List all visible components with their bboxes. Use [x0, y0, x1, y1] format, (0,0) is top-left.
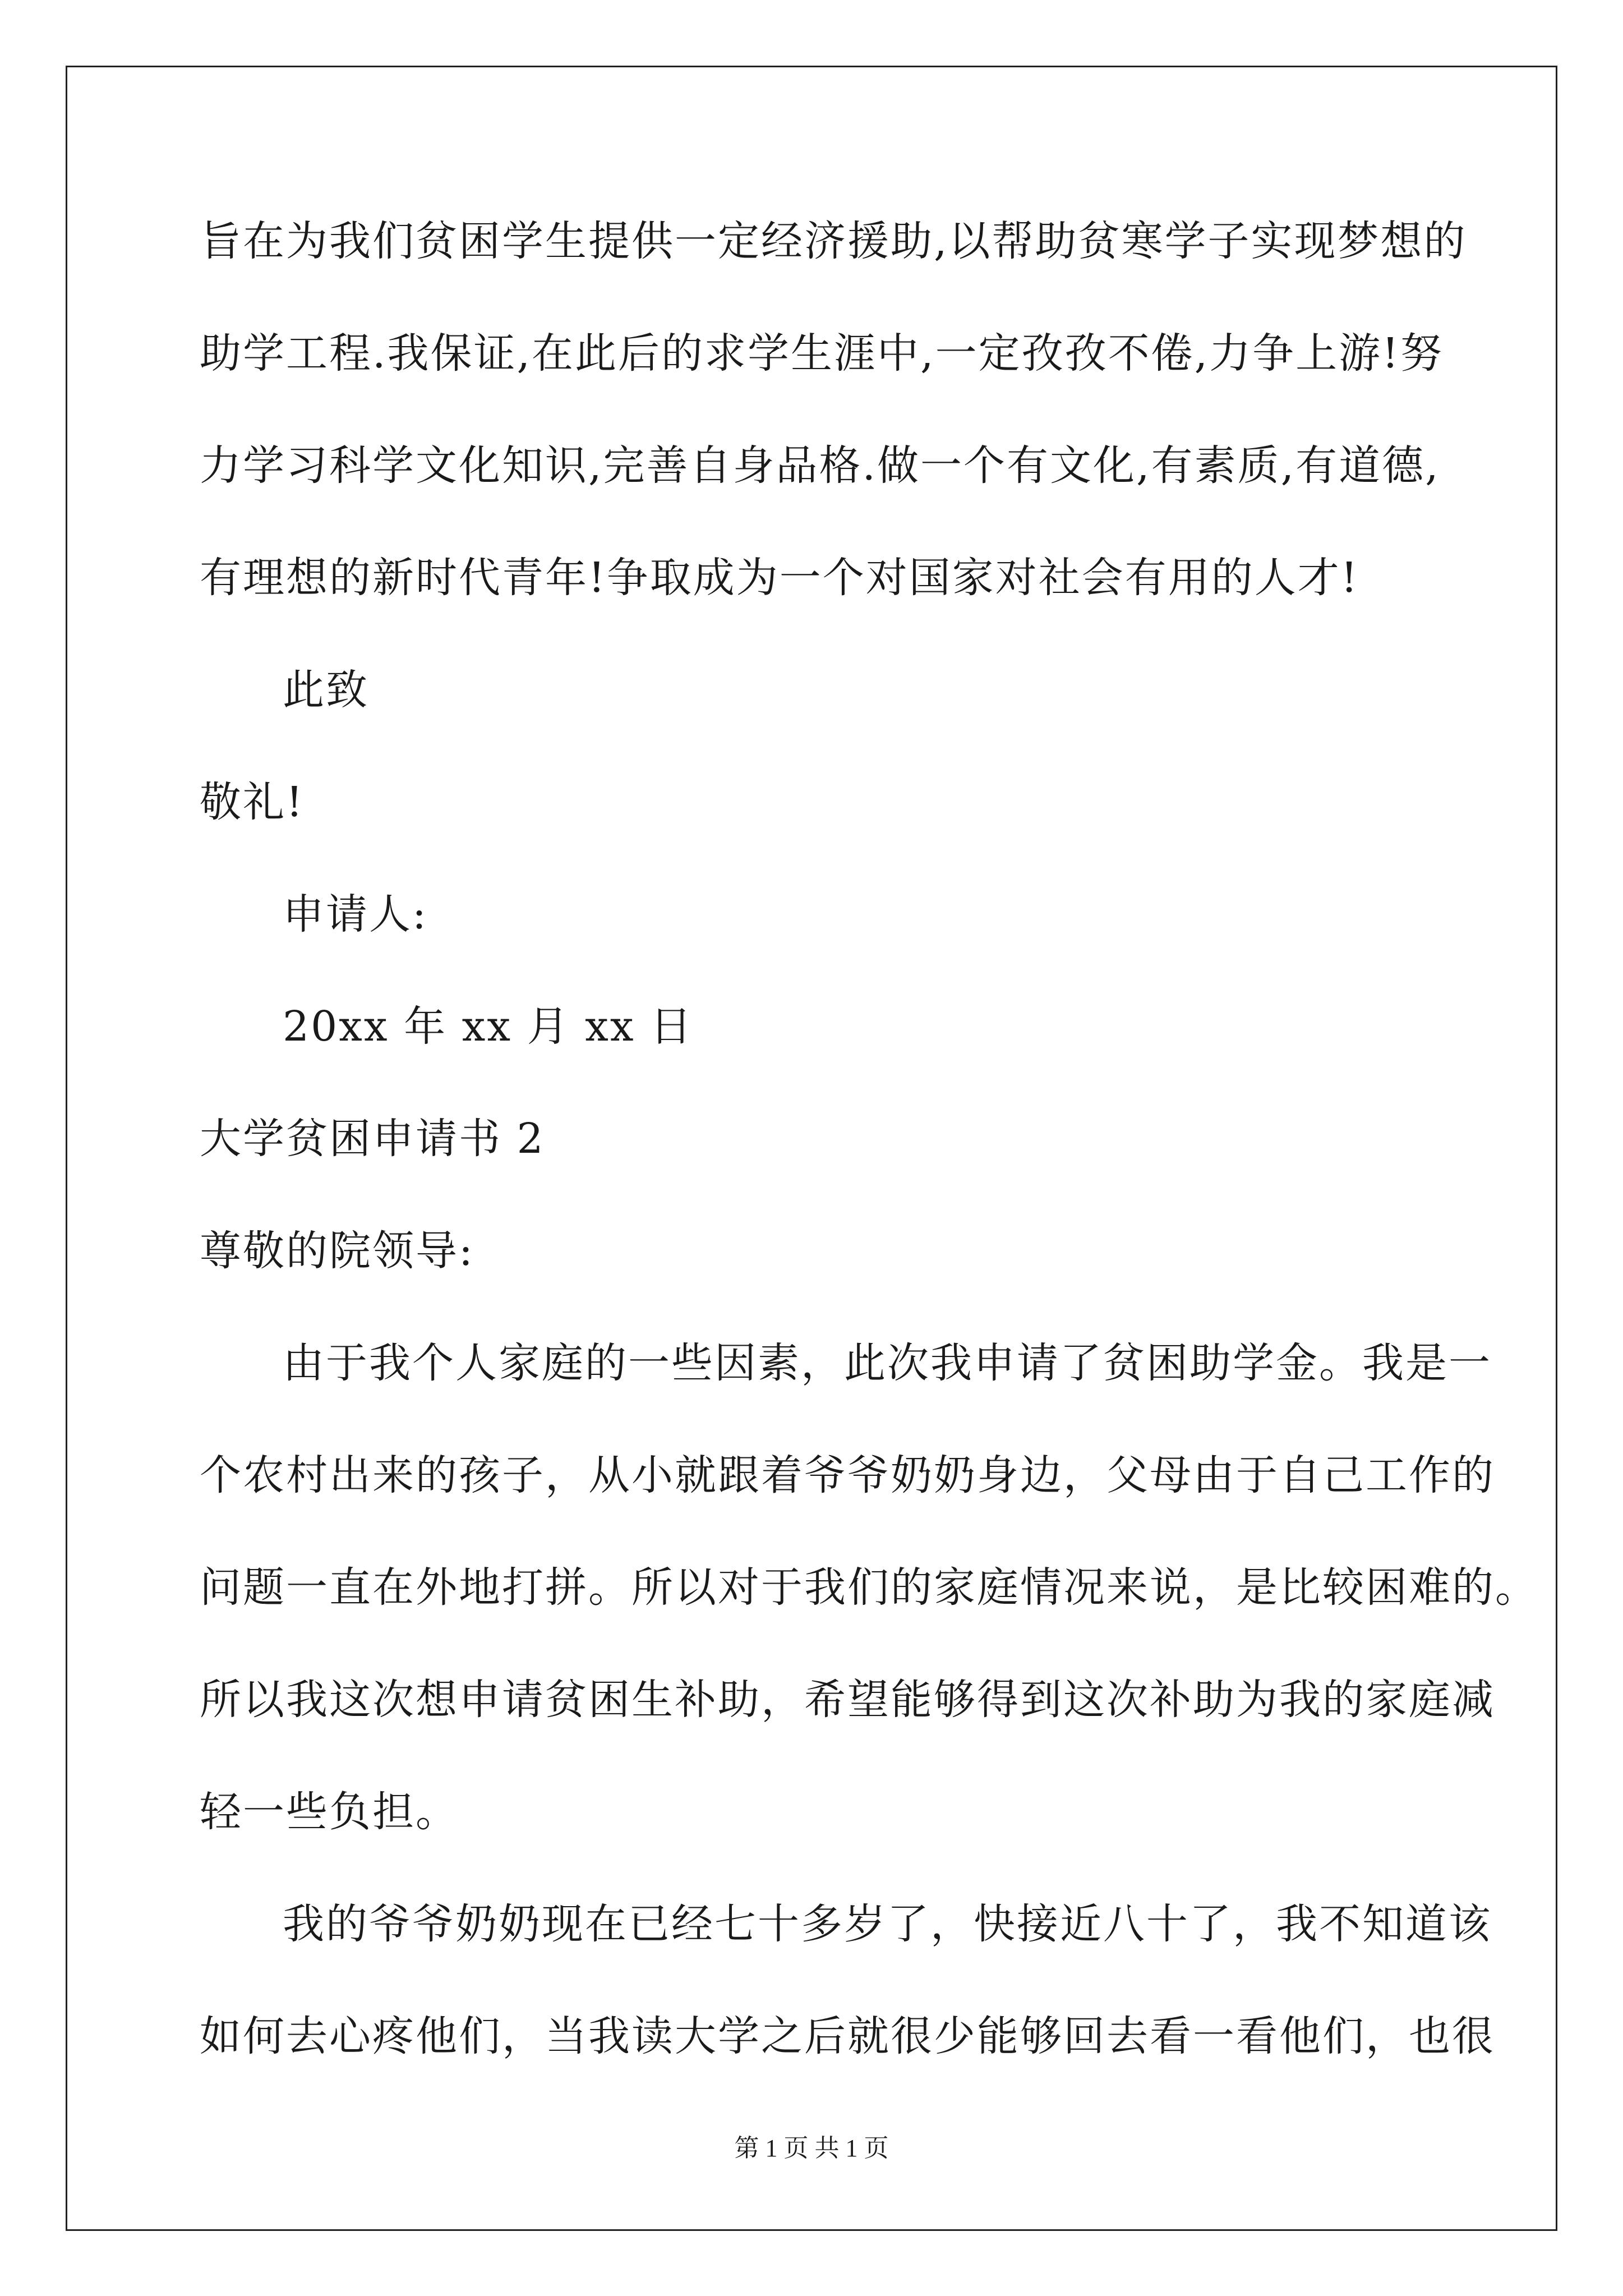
paragraph-line: 我的爷爷奶奶现在已经七十多岁了，快接近八十了，我不知道该: [283, 1900, 1492, 1948]
section-title: 大学贫困申请书 2: [200, 1115, 545, 1163]
paragraph-line: 力学习科学文化知识,完善自身品格.做一个有文化,有素质,有道德,: [200, 441, 1440, 490]
paragraph-line: 旨在为我们贫困学生提供一定经济援助,以帮助贫寒学子实现梦想的: [200, 217, 1467, 265]
paragraph-line: 有理想的新时代青年!争取成为一个对国家对社会有用的人才!: [200, 554, 1359, 602]
paragraph-line: 问题一直在外地打拼。所以对于我们的家庭情况来说，是比较困难的。: [200, 1563, 1538, 1612]
greeting: 尊敬的院领导:: [200, 1227, 474, 1275]
paragraph-line: 如何去心疼他们，当我读大学之后就很少能够回去看一看他们，也很: [200, 2012, 1495, 2060]
paragraph-line: 助学工程.我保证,在此后的求学生涯中,一定孜孜不倦,力争上游!努: [200, 329, 1444, 378]
paragraph-line: 所以我这次想申请贫困生补助，希望能够得到这次补助为我的家庭减: [200, 1676, 1495, 1724]
page-footer: 第 1 页 共 1 页: [734, 2134, 889, 2162]
applicant-label: 申请人:: [283, 890, 428, 938]
closing-respect: 敬礼!: [200, 778, 305, 826]
paragraph-line: 个农村出来的孩子，从小就跟着爷爷奶奶身边，父母由于自己工作的: [200, 1451, 1495, 1499]
date-line: 20xx 年 xx 月 xx 日: [283, 1002, 694, 1051]
paragraph-line: 由于我个人家庭的一些因素，此次我申请了贫困助学金。我是一: [283, 1339, 1492, 1387]
paragraph-line: 轻一些负担。: [200, 1788, 459, 1836]
closing-salutation: 此致: [283, 666, 369, 714]
